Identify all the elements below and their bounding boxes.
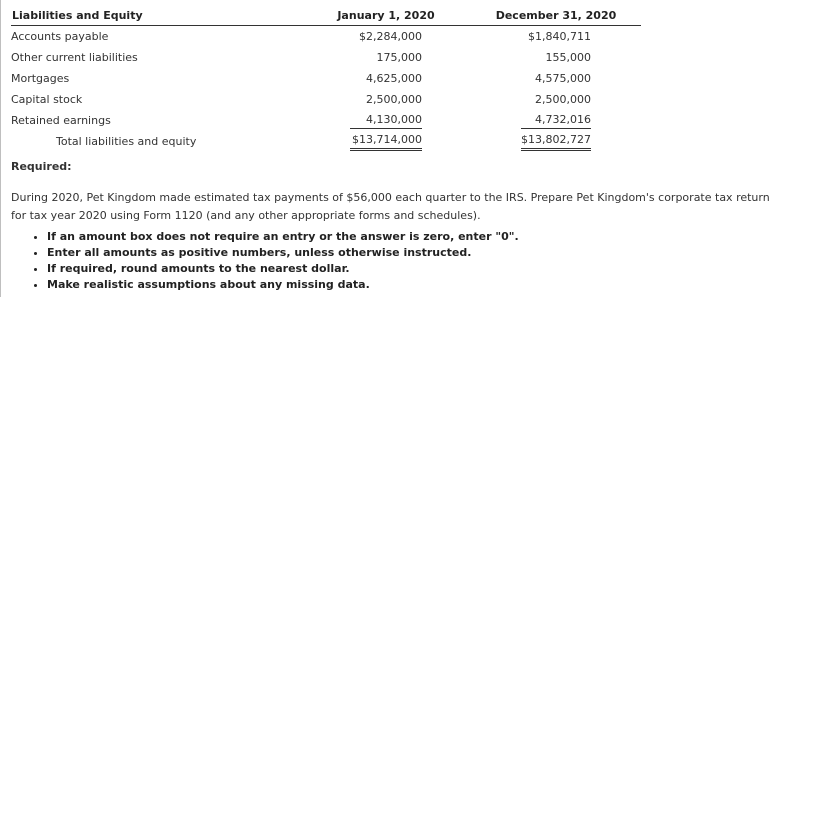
list-item: • If required, round amounts to the nearest dollar.	[47, 261, 747, 277]
table-row	[11, 26, 641, 48]
amount-dec: 4,575,000	[535, 72, 591, 85]
problem-paragraph: During 2020, Pet Kingdom made estimated tax payments of $56,000 each quarter to the IRS. Prepare Pet Kingdom's corporate tax return for tax year 2020 using Form 1120 (and any other appropriate forms and schedules).	[11, 191, 770, 222]
required-heading: Required:	[11, 160, 72, 173]
amount-jan-total: $13,714,000	[350, 133, 422, 151]
list-item: • Make realistic assumptions about any missing data.	[47, 277, 747, 293]
table-row	[11, 89, 641, 110]
table-row	[11, 47, 641, 68]
list-item: • Enter all amounts as positive numbers, unless otherwise instructed.	[47, 245, 747, 261]
table-row	[11, 110, 641, 131]
amount-dec: 2,500,000	[535, 93, 591, 106]
amount-dec: 155,000	[545, 51, 591, 64]
row-label: Mortgages	[11, 72, 70, 85]
amount-jan: 4,625,000	[366, 72, 422, 85]
problem-content	[0, 0, 801, 297]
amount-jan: 175,000	[376, 51, 422, 64]
row-label: Total liabilities and equity	[56, 135, 197, 148]
row-label: Capital stock	[11, 93, 83, 106]
table-row	[11, 68, 641, 89]
instructions-list	[11, 229, 747, 293]
list-item: • If an amount box does not require an entry or the answer is zero, enter "0".	[47, 229, 747, 245]
liabilities-equity-table	[11, 6, 641, 152]
amount-dec: 4,732,016	[521, 113, 591, 129]
amount-jan: 2,500,000	[366, 93, 422, 106]
table-header-row	[11, 6, 641, 26]
header-liabilities-equity: Liabilities and Equity	[11, 6, 301, 26]
row-label: Accounts payable	[11, 30, 109, 43]
amount-dec: $1,840,711	[528, 30, 591, 43]
header-december-31-2020: December 31, 2020	[471, 6, 641, 26]
table-row-total	[11, 131, 641, 152]
amount-jan: $2,284,000	[359, 30, 422, 43]
row-label: Other current liabilities	[11, 51, 138, 64]
amount-jan: 4,130,000	[350, 113, 422, 129]
row-label: Retained earnings	[11, 114, 111, 127]
header-january-1-2020: January 1, 2020	[301, 6, 471, 26]
amount-dec-total: $13,802,727	[521, 133, 591, 151]
